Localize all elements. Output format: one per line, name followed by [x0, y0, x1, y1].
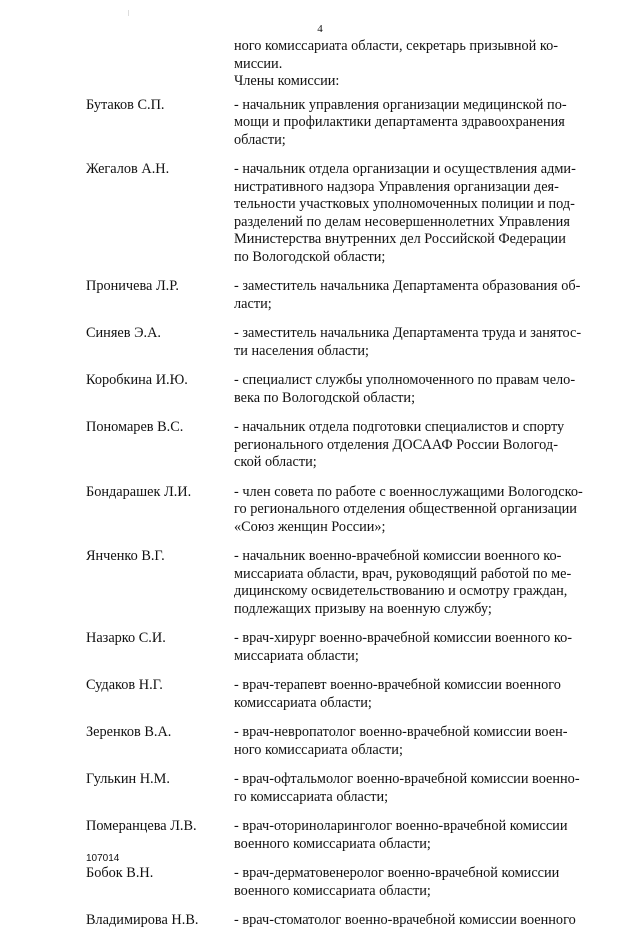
member-row — [86, 865, 606, 900]
member-name: Зеренков В.А. — [86, 724, 172, 740]
member-role: - врач-офтальмолог военно-врачебной комиссии военно- го комиссариата области; — [234, 771, 580, 805]
member-role: - начальник отдела подготовки специалистов и спорту регионального отделения ДОСААФ России Вологод- ской области; — [234, 419, 565, 470]
document-body — [86, 38, 606, 930]
member-role: - врач-дерматовенеролог военно-врачебной комиссии военного комиссариата области; — [234, 865, 560, 899]
member-row — [86, 818, 606, 853]
member-role: - начальник отдела организации и осуществления адми- нистративного надзора Управления организации дея- тельности участковых уполномоченных полиции и под- разделений по делам несовершеннолетних Управления Министерства внутренних дел Российской Федерации по Вологодской области; — [234, 161, 576, 265]
scan-margin-mark — [128, 10, 129, 16]
member-name: Судаков Н.Г. — [86, 677, 163, 693]
member-role: - заместитель начальника Департамента труда и занятос- ти населения области; — [234, 325, 582, 359]
members-heading: Члены комиссии: — [234, 73, 340, 89]
member-name: Назарко С.И. — [86, 630, 166, 646]
member-role: - врач-оториноларинголог военно-врачебной комиссии военного комиссариата области; — [234, 818, 568, 852]
document-code: 107014 — [86, 853, 120, 864]
member-row — [86, 548, 606, 618]
member-name: Бобок В.Н. — [86, 865, 154, 881]
member-row — [86, 677, 606, 712]
member-row — [86, 372, 606, 407]
member-row — [86, 419, 606, 472]
member-role: - начальник управления организации медицинской по- мощи и профилактики департамента здравоохранения области; — [234, 96, 567, 148]
member-row — [86, 161, 606, 266]
member-row — [86, 912, 606, 930]
continued-text: ного комиссариата области, секретарь призывной ко- миссии. — [234, 38, 559, 72]
member-row — [86, 278, 606, 313]
member-role: - специалист службы уполномоченного по правам чело- века по Вологодской области; — [234, 372, 576, 406]
member-row — [86, 484, 606, 537]
continued-paragraph — [234, 38, 606, 73]
member-name: Жегалов А.Н. — [86, 161, 170, 177]
member-name: Пономарев В.С. — [86, 419, 184, 435]
member-role: - врач-невропатолог военно-врачебной комиссии воен- ного комиссариата области; — [234, 724, 568, 758]
members-list — [86, 97, 606, 930]
member-row — [86, 630, 606, 665]
member-name: Янченко В.Г. — [86, 548, 165, 564]
member-name: Владимирова Н.В. — [86, 912, 199, 928]
member-name: Бутаков С.П. — [86, 96, 165, 113]
member-role: - начальник военно-врачебной комиссии военного ко- миссариата области, врач, руководящий работой по ме- дицинскому освидетельствованию и осмотру граждан, подлежащих призыву на военную службу; — [234, 548, 572, 617]
member-name: Проничева Л.Р. — [86, 278, 179, 294]
member-role: - заместитель начальника Департамента образования об- ласти; — [234, 278, 581, 312]
member-role: - врач-хирург военно-врачебной комиссии военного ко- миссариата области; — [234, 630, 572, 664]
member-role: - врач-терапевт военно-врачебной комиссии военного комиссариата области; — [234, 677, 561, 711]
page-number: 4 — [317, 23, 323, 35]
member-role: - член совета по работе с военнослужащими Вологодско- го регионального отделения общественной организации «Союз женщин России»; — [234, 483, 583, 535]
member-name: Коробкина И.Ю. — [86, 372, 188, 388]
member-row — [86, 325, 606, 360]
member-role: - врач-стоматолог военно-врачебной комиссии военного — [234, 912, 576, 928]
member-name: Померанцева Л.В. — [86, 818, 197, 834]
member-row — [86, 771, 606, 806]
member-name: Синяев Э.А. — [86, 325, 161, 341]
member-name: Бондарашек Л.И. — [86, 483, 192, 500]
member-name: Гулькин Н.М. — [86, 771, 170, 787]
member-row — [86, 97, 606, 150]
member-row — [86, 724, 606, 759]
